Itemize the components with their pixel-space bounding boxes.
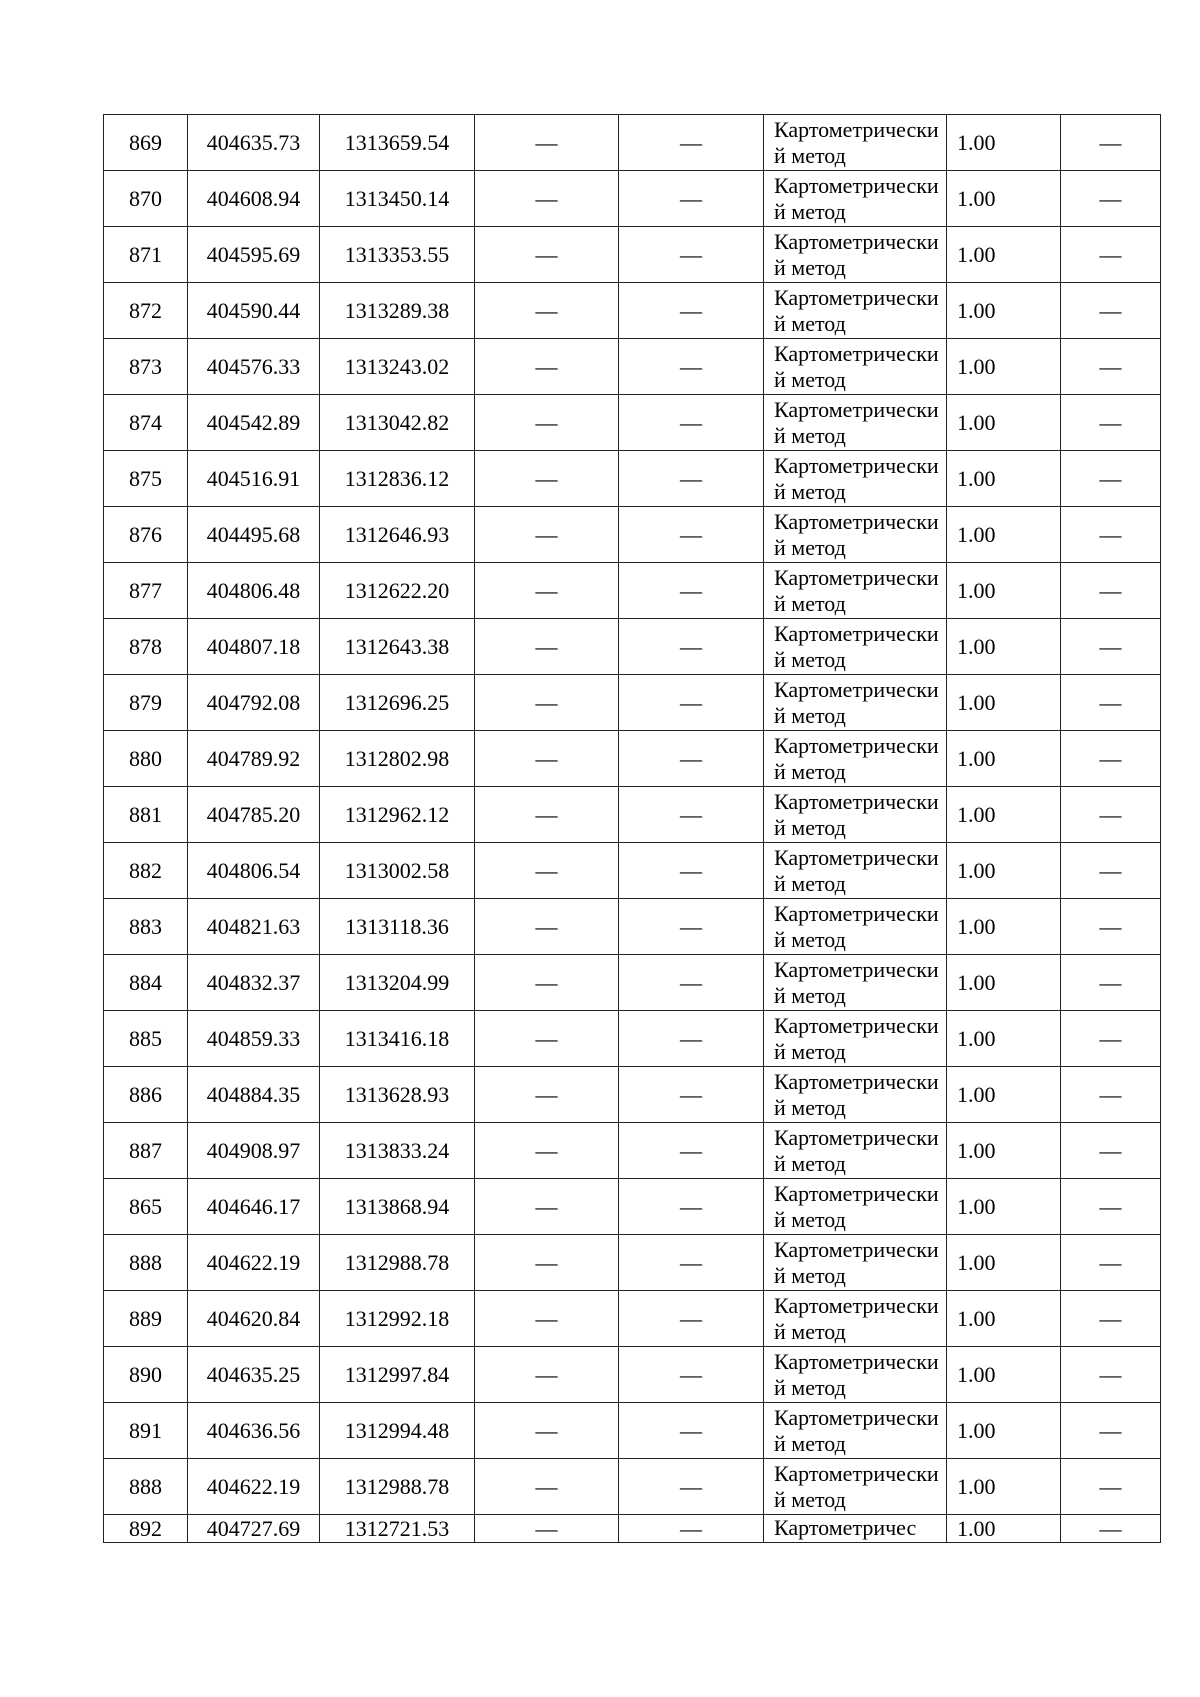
point-number-cell: 887	[104, 1123, 188, 1179]
accuracy-cell: 1.00	[947, 1403, 1061, 1459]
y-coordinate-cell: 1313416.18	[320, 1011, 475, 1067]
table-row	[104, 843, 1161, 899]
point-number-cell: 889	[104, 1291, 188, 1347]
accuracy-cell: 1.00	[947, 1067, 1061, 1123]
point-number-cell: 872	[104, 283, 188, 339]
table-row	[104, 283, 1161, 339]
y-coordinate-cell: 1313002.58	[320, 843, 475, 899]
empty-dash-cell: —	[1061, 1235, 1161, 1291]
table-row	[104, 787, 1161, 843]
accuracy-cell: 1.00	[947, 1515, 1061, 1543]
empty-dash-cell: —	[1061, 451, 1161, 507]
point-number-cell: 880	[104, 731, 188, 787]
table-row	[104, 171, 1161, 227]
x-coordinate-cell: 404635.25	[188, 1347, 320, 1403]
y-coordinate-cell: 1312994.48	[320, 1403, 475, 1459]
y-coordinate-cell: 1313833.24	[320, 1123, 475, 1179]
x-coordinate-cell: 404635.73	[188, 115, 320, 171]
empty-dash-cell: —	[475, 1459, 619, 1515]
y-coordinate-cell: 1312988.78	[320, 1459, 475, 1515]
empty-dash-cell: —	[1061, 1291, 1161, 1347]
empty-dash-cell: —	[619, 619, 764, 675]
empty-dash-cell: —	[1061, 1011, 1161, 1067]
accuracy-cell: 1.00	[947, 339, 1061, 395]
method-cell: Картометрический метод	[764, 1235, 947, 1291]
x-coordinate-cell: 404620.84	[188, 1291, 320, 1347]
point-number-cell: 871	[104, 227, 188, 283]
empty-dash-cell: —	[1061, 955, 1161, 1011]
table-row	[104, 339, 1161, 395]
method-cell: Картометрический метод	[764, 227, 947, 283]
point-number-cell: 882	[104, 843, 188, 899]
empty-dash-cell: —	[1061, 1123, 1161, 1179]
table-row	[104, 1123, 1161, 1179]
empty-dash-cell: —	[475, 283, 619, 339]
empty-dash-cell: —	[1061, 227, 1161, 283]
accuracy-cell: 1.00	[947, 507, 1061, 563]
empty-dash-cell: —	[475, 1347, 619, 1403]
method-cell: Картометрический метод	[764, 1459, 947, 1515]
x-coordinate-cell: 404646.17	[188, 1179, 320, 1235]
y-coordinate-cell: 1312992.18	[320, 1291, 475, 1347]
empty-dash-cell: —	[1061, 283, 1161, 339]
accuracy-cell: 1.00	[947, 171, 1061, 227]
method-cell: Картометрический метод	[764, 1067, 947, 1123]
empty-dash-cell: —	[1061, 507, 1161, 563]
accuracy-cell: 1.00	[947, 955, 1061, 1011]
y-coordinate-cell: 1312997.84	[320, 1347, 475, 1403]
empty-dash-cell: —	[619, 787, 764, 843]
x-coordinate-cell: 404821.63	[188, 899, 320, 955]
y-coordinate-cell: 1312696.25	[320, 675, 475, 731]
empty-dash-cell: —	[619, 1179, 764, 1235]
empty-dash-cell: —	[475, 1403, 619, 1459]
x-coordinate-cell: 404792.08	[188, 675, 320, 731]
point-number-cell: 875	[104, 451, 188, 507]
empty-dash-cell: —	[619, 1011, 764, 1067]
method-cell: Картометрический метод	[764, 1347, 947, 1403]
empty-dash-cell: —	[1061, 675, 1161, 731]
method-cell: Картометрический метод	[764, 1403, 947, 1459]
empty-dash-cell: —	[619, 1067, 764, 1123]
method-cell: Картометрический метод	[764, 563, 947, 619]
accuracy-cell: 1.00	[947, 675, 1061, 731]
x-coordinate-cell: 404859.33	[188, 1011, 320, 1067]
x-coordinate-cell: 404608.94	[188, 171, 320, 227]
table-row	[104, 563, 1161, 619]
empty-dash-cell: —	[475, 1235, 619, 1291]
empty-dash-cell: —	[475, 507, 619, 563]
method-cell: Картометрический метод	[764, 1291, 947, 1347]
empty-dash-cell: —	[619, 675, 764, 731]
accuracy-cell: 1.00	[947, 395, 1061, 451]
empty-dash-cell: —	[475, 1011, 619, 1067]
y-coordinate-cell: 1313042.82	[320, 395, 475, 451]
x-coordinate-cell: 404785.20	[188, 787, 320, 843]
table-row	[104, 955, 1161, 1011]
x-coordinate-cell: 404622.19	[188, 1235, 320, 1291]
empty-dash-cell: —	[1061, 339, 1161, 395]
empty-dash-cell: —	[619, 339, 764, 395]
y-coordinate-cell: 1313289.38	[320, 283, 475, 339]
empty-dash-cell: —	[475, 619, 619, 675]
x-coordinate-cell: 404908.97	[188, 1123, 320, 1179]
empty-dash-cell: —	[475, 731, 619, 787]
empty-dash-cell: —	[1061, 787, 1161, 843]
empty-dash-cell: —	[475, 115, 619, 171]
empty-dash-cell: —	[1061, 563, 1161, 619]
table-row	[104, 451, 1161, 507]
y-coordinate-cell: 1312622.20	[320, 563, 475, 619]
method-cell: Картометрический метод	[764, 339, 947, 395]
empty-dash-cell: —	[1061, 171, 1161, 227]
empty-dash-cell: —	[619, 1123, 764, 1179]
empty-dash-cell: —	[1061, 731, 1161, 787]
method-cell: Картометрический метод	[764, 507, 947, 563]
y-coordinate-cell: 1312646.93	[320, 507, 475, 563]
point-number-cell: 865	[104, 1179, 188, 1235]
x-coordinate-cell: 404576.33	[188, 339, 320, 395]
empty-dash-cell: —	[619, 563, 764, 619]
table-row	[104, 1235, 1161, 1291]
table-row	[104, 1179, 1161, 1235]
empty-dash-cell: —	[475, 563, 619, 619]
point-number-cell: 869	[104, 115, 188, 171]
table-row	[104, 675, 1161, 731]
table-row	[104, 115, 1161, 171]
empty-dash-cell: —	[619, 1235, 764, 1291]
empty-dash-cell: —	[475, 339, 619, 395]
coordinates-table	[103, 114, 1161, 1543]
x-coordinate-cell: 404590.44	[188, 283, 320, 339]
y-coordinate-cell: 1313118.36	[320, 899, 475, 955]
table-row	[104, 1291, 1161, 1347]
y-coordinate-cell: 1312721.53	[320, 1515, 475, 1543]
table-row	[104, 899, 1161, 955]
accuracy-cell: 1.00	[947, 283, 1061, 339]
empty-dash-cell: —	[619, 955, 764, 1011]
table-row	[104, 731, 1161, 787]
table-row	[104, 1067, 1161, 1123]
table-row	[104, 1403, 1161, 1459]
method-cell: Картометрический метод	[764, 1123, 947, 1179]
accuracy-cell: 1.00	[947, 1179, 1061, 1235]
empty-dash-cell: —	[475, 395, 619, 451]
point-number-cell: 879	[104, 675, 188, 731]
method-cell: Картометрический метод	[764, 171, 947, 227]
accuracy-cell: 1.00	[947, 1347, 1061, 1403]
point-number-cell: 877	[104, 563, 188, 619]
method-cell: Картометрический метод	[764, 395, 947, 451]
empty-dash-cell: —	[619, 899, 764, 955]
method-cell: Картометрический метод	[764, 731, 947, 787]
table-row	[104, 1347, 1161, 1403]
empty-dash-cell: —	[475, 1179, 619, 1235]
x-coordinate-cell: 404495.68	[188, 507, 320, 563]
method-cell: Картометрический метод	[764, 1011, 947, 1067]
empty-dash-cell: —	[619, 115, 764, 171]
point-number-cell: 874	[104, 395, 188, 451]
y-coordinate-cell: 1312988.78	[320, 1235, 475, 1291]
accuracy-cell: 1.00	[947, 899, 1061, 955]
y-coordinate-cell: 1313243.02	[320, 339, 475, 395]
table-row	[104, 507, 1161, 563]
accuracy-cell: 1.00	[947, 1459, 1061, 1515]
table-row	[104, 227, 1161, 283]
y-coordinate-cell: 1313868.94	[320, 1179, 475, 1235]
y-coordinate-cell: 1313450.14	[320, 171, 475, 227]
y-coordinate-cell: 1313659.54	[320, 115, 475, 171]
accuracy-cell: 1.00	[947, 115, 1061, 171]
x-coordinate-cell: 404807.18	[188, 619, 320, 675]
x-coordinate-cell: 404806.48	[188, 563, 320, 619]
point-number-cell: 891	[104, 1403, 188, 1459]
y-coordinate-cell: 1312836.12	[320, 451, 475, 507]
empty-dash-cell: —	[475, 171, 619, 227]
empty-dash-cell: —	[475, 1291, 619, 1347]
x-coordinate-cell: 404806.54	[188, 843, 320, 899]
point-number-cell: 888	[104, 1235, 188, 1291]
method-cell: Картометрический метод	[764, 451, 947, 507]
empty-dash-cell: —	[475, 675, 619, 731]
empty-dash-cell: —	[475, 843, 619, 899]
empty-dash-cell: —	[1061, 395, 1161, 451]
point-number-cell: 890	[104, 1347, 188, 1403]
empty-dash-cell: —	[475, 899, 619, 955]
x-coordinate-cell: 404789.92	[188, 731, 320, 787]
x-coordinate-cell: 404636.56	[188, 1403, 320, 1459]
empty-dash-cell: —	[1061, 1459, 1161, 1515]
method-cell: Картометрический метод	[764, 619, 947, 675]
empty-dash-cell: —	[619, 1459, 764, 1515]
table-row	[104, 395, 1161, 451]
x-coordinate-cell: 404884.35	[188, 1067, 320, 1123]
accuracy-cell: 1.00	[947, 1235, 1061, 1291]
empty-dash-cell: —	[1061, 619, 1161, 675]
y-coordinate-cell: 1313353.55	[320, 227, 475, 283]
empty-dash-cell: —	[1061, 1347, 1161, 1403]
x-coordinate-cell: 404595.69	[188, 227, 320, 283]
x-coordinate-cell: 404832.37	[188, 955, 320, 1011]
empty-dash-cell: —	[1061, 1403, 1161, 1459]
accuracy-cell: 1.00	[947, 731, 1061, 787]
method-cell: Картометрический метод	[764, 787, 947, 843]
table-row	[104, 1011, 1161, 1067]
empty-dash-cell: —	[619, 1347, 764, 1403]
method-cell: Картометрический метод	[764, 899, 947, 955]
table-row	[104, 619, 1161, 675]
accuracy-cell: 1.00	[947, 787, 1061, 843]
point-number-cell: 884	[104, 955, 188, 1011]
y-coordinate-cell: 1312643.38	[320, 619, 475, 675]
table-row	[104, 1515, 1161, 1543]
y-coordinate-cell: 1312962.12	[320, 787, 475, 843]
x-coordinate-cell: 404727.69	[188, 1515, 320, 1543]
method-cell: Картометрический метод	[764, 675, 947, 731]
method-cell: Картометрический метод	[764, 843, 947, 899]
empty-dash-cell: —	[619, 451, 764, 507]
x-coordinate-cell: 404542.89	[188, 395, 320, 451]
method-cell: Картометрический метод	[764, 283, 947, 339]
empty-dash-cell: —	[619, 283, 764, 339]
empty-dash-cell: —	[1061, 1515, 1161, 1543]
empty-dash-cell: —	[475, 1067, 619, 1123]
accuracy-cell: 1.00	[947, 843, 1061, 899]
empty-dash-cell: —	[475, 451, 619, 507]
empty-dash-cell: —	[619, 507, 764, 563]
point-number-cell: 883	[104, 899, 188, 955]
empty-dash-cell: —	[619, 1291, 764, 1347]
empty-dash-cell: —	[1061, 899, 1161, 955]
table-body	[104, 115, 1161, 1543]
empty-dash-cell: —	[619, 731, 764, 787]
empty-dash-cell: —	[619, 843, 764, 899]
accuracy-cell: 1.00	[947, 619, 1061, 675]
empty-dash-cell: —	[619, 171, 764, 227]
point-number-cell: 886	[104, 1067, 188, 1123]
x-coordinate-cell: 404516.91	[188, 451, 320, 507]
method-cell: Картометрический метод	[764, 1179, 947, 1235]
accuracy-cell: 1.00	[947, 1291, 1061, 1347]
point-number-cell: 876	[104, 507, 188, 563]
accuracy-cell: 1.00	[947, 227, 1061, 283]
accuracy-cell: 1.00	[947, 451, 1061, 507]
point-number-cell: 888	[104, 1459, 188, 1515]
empty-dash-cell: —	[1061, 1067, 1161, 1123]
y-coordinate-cell: 1312802.98	[320, 731, 475, 787]
y-coordinate-cell: 1313204.99	[320, 955, 475, 1011]
accuracy-cell: 1.00	[947, 563, 1061, 619]
empty-dash-cell: —	[619, 227, 764, 283]
point-number-cell: 878	[104, 619, 188, 675]
accuracy-cell: 1.00	[947, 1123, 1061, 1179]
empty-dash-cell: —	[475, 955, 619, 1011]
y-coordinate-cell: 1313628.93	[320, 1067, 475, 1123]
empty-dash-cell: —	[1061, 115, 1161, 171]
accuracy-cell: 1.00	[947, 1011, 1061, 1067]
empty-dash-cell: —	[619, 1515, 764, 1543]
empty-dash-cell: —	[619, 395, 764, 451]
empty-dash-cell: —	[1061, 843, 1161, 899]
empty-dash-cell: —	[475, 787, 619, 843]
empty-dash-cell: —	[619, 1403, 764, 1459]
empty-dash-cell: —	[1061, 1179, 1161, 1235]
point-number-cell: 881	[104, 787, 188, 843]
empty-dash-cell: —	[475, 1515, 619, 1543]
empty-dash-cell: —	[475, 1123, 619, 1179]
point-number-cell: 873	[104, 339, 188, 395]
method-cell: Картометрический метод	[764, 955, 947, 1011]
method-cell: Картометричес	[764, 1515, 947, 1543]
x-coordinate-cell: 404622.19	[188, 1459, 320, 1515]
point-number-cell: 885	[104, 1011, 188, 1067]
empty-dash-cell: —	[475, 227, 619, 283]
point-number-cell: 870	[104, 171, 188, 227]
point-number-cell: 892	[104, 1515, 188, 1543]
table-row	[104, 1459, 1161, 1515]
method-cell: Картометрический метод	[764, 115, 947, 171]
